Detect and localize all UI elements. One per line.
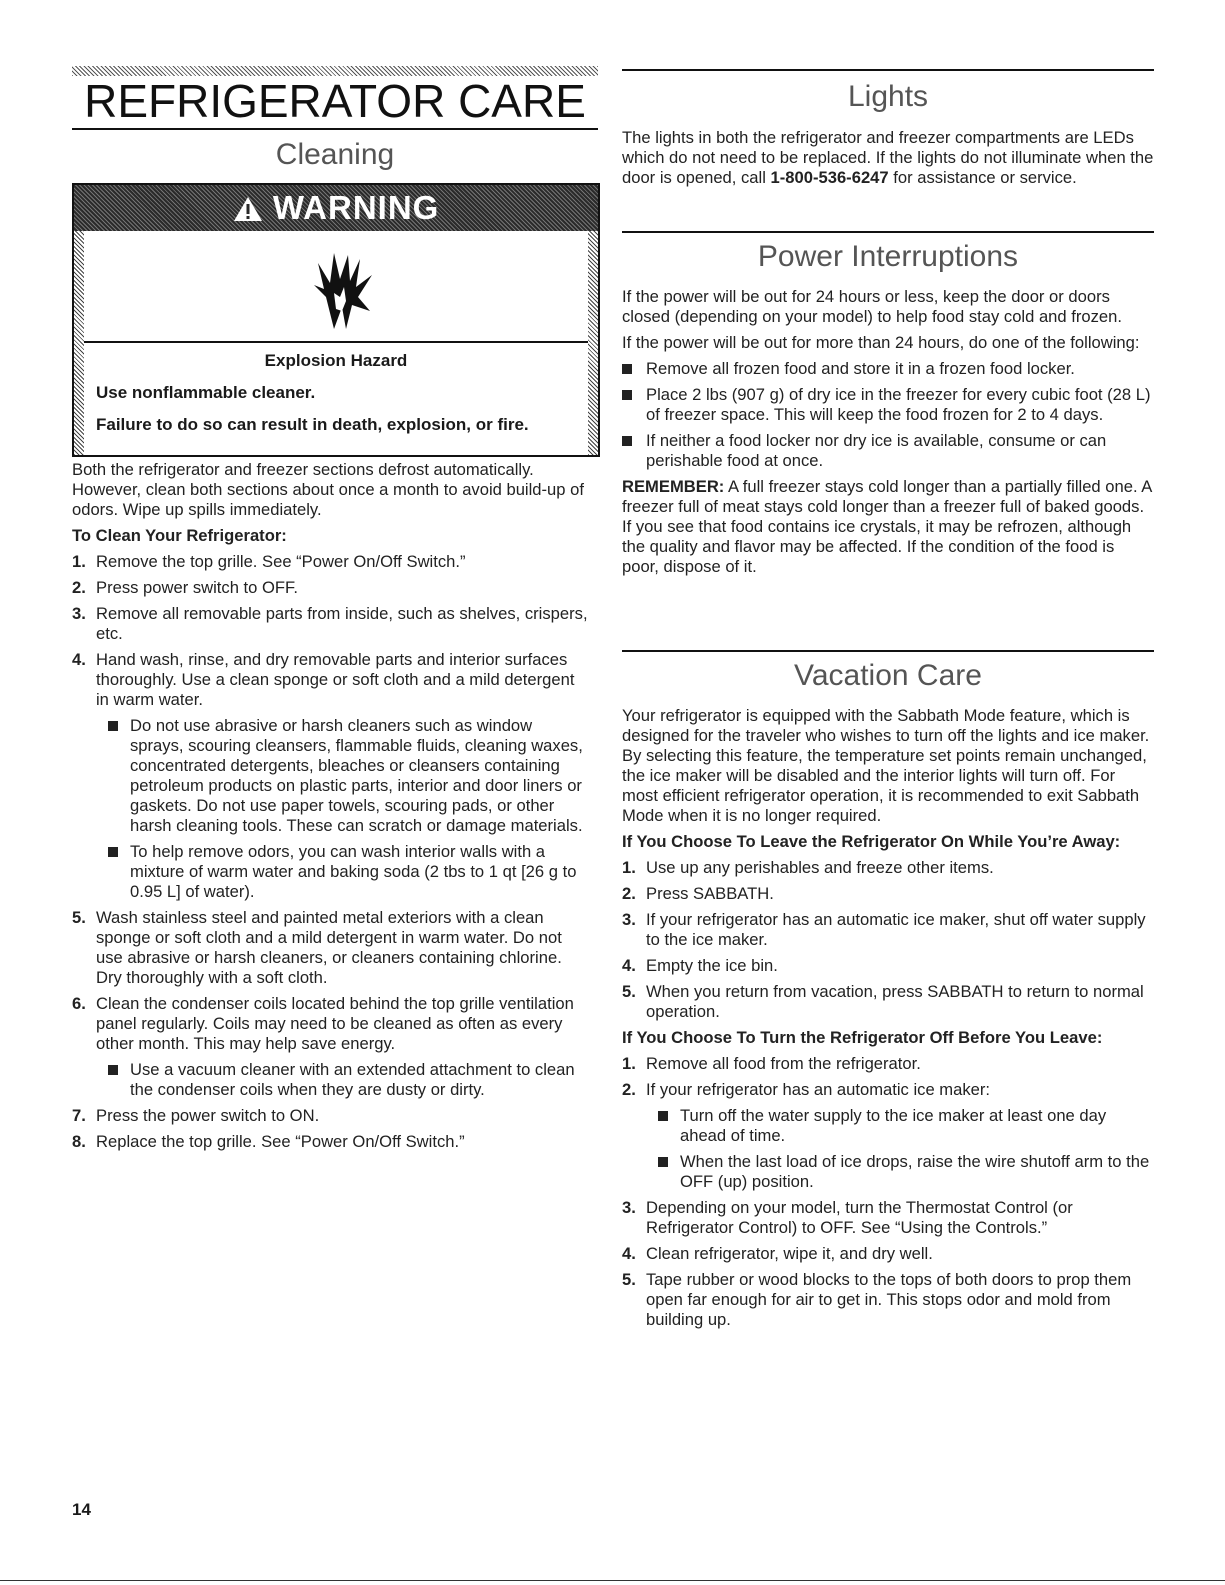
cleaning-body: [72, 460, 588, 1158]
power-p2: If the power will be out for more than 24 hours, do one of the following:: [622, 333, 1140, 352]
bullet-item: Place 2 lbs (907 g) of dry ice in the freezer for every cubic foot (28 L) of freezer space. This will keep the food frozen for 2 to 4 days.: [622, 385, 1154, 425]
power-divider: [622, 231, 1154, 233]
warning-header: [74, 185, 598, 231]
bullet-item: Do not use abrasive or harsh cleaners such as window sprays, scouring cleansers, flammable fluids, cleaning waxes, concentrated detergents, bleaches or cleansers containing petroleum products on plastic parts, interior and door liners or gaskets. Do not use paper towels, scouring pads, or other harsh cleaning tools. These can scratch or damage materials.: [96, 716, 588, 836]
power-body: [622, 287, 1154, 583]
power-bullets: [622, 359, 1154, 471]
list-item: 5. When you return from vacation, press SABBATH to return to normal operation.: [622, 982, 1144, 1021]
vacation-divider: [622, 650, 1154, 652]
list-item: 2. Press power switch to OFF.: [72, 578, 298, 597]
bullet-item: Remove all frozen food and store it in a frozen food locker.: [622, 359, 1154, 379]
page-title: REFRIGERATOR CARE: [84, 75, 586, 127]
warning-line2: Failure to do so can result in death, explosion, or fire.: [96, 415, 529, 434]
vacation-on-heading: If You Choose To Leave the Refrigerator On While You’re Away:: [622, 832, 1121, 851]
bullet-item: When the last load of ice drops, raise the wire shutoff arm to the OFF (up) position.: [646, 1152, 1154, 1192]
step6-bullets: [96, 1060, 588, 1100]
list-item: 2. Press SABBATH.: [622, 884, 774, 903]
list-item: 4. Hand wash, rinse, and dry removable parts and interior surfaces thoroughly. Use a clean sponge or soft cloth and a mild detergent in warm water. Do not use abrasive or harsh cleaners such as window sprays, scouring cleansers, flammable fluids, cleaning waxes, concentrated detergents, bleaches or cleansers containing petroleum products on plastic parts, interior and door liners or gaskets. Do not use paper towels, scouring pads, or other harsh cleaning tools. These can scratch or damage materials. To help remove odors, you can wash interior walls with a mixture of warm water and baking soda (2 tbs to 1 qt [26 g to 0.95 L] of water).: [72, 650, 588, 902]
warning-hazard: Explosion Hazard: [264, 351, 408, 370]
cleaning-steps: [72, 552, 588, 1152]
power-p1: If the power will be out for 24 hours or less, keep the door or doors closed (depending on your model) to help food stay cold and frozen.: [622, 287, 1122, 326]
square-bullet-icon: [108, 1065, 118, 1075]
warning-hatch-left: [74, 231, 84, 455]
square-bullet-icon: [658, 1157, 668, 1167]
vacation-intro: Your refrigerator is equipped with the Sabbath Mode feature, which is designed for the traveler who wishes to turn off the lights and ice maker. By selecting this feature, the temperature set points remain unchanged, the ice maker will be disabled and the interior lights will turn off. For most efficient refrigerator operation, it is recommended to exit Sabbath Mode when it is no longer required.: [622, 706, 1150, 825]
warning-line1: Use nonflammable cleaner.: [96, 383, 316, 402]
list-item: 5. Tape rubber or wood blocks to the tops of both doors to prop them open far enough for air to get in. This stops odor and mold from building up.: [622, 1270, 1132, 1329]
bullet-item: To help remove odors, you can wash interior walls with a mixture of warm water and baking soda (2 tbs to 1 qt [26 g to 0.95 L] of water).: [96, 842, 588, 902]
support-phone: 1-800-536-6247: [770, 168, 889, 187]
list-item: 8. Replace the top grille. See “Power On/Off Switch.”: [72, 1132, 465, 1151]
square-bullet-icon: [622, 390, 632, 400]
cleaning-heading: Cleaning: [275, 138, 395, 171]
vacation-off-steps: [622, 1054, 1154, 1330]
square-bullet-icon: [622, 364, 632, 374]
vacation-heading: Vacation Care: [794, 659, 982, 692]
list-item: 3. Depending on your model, turn the Thermostat Control (or Refrigerator Control) to OFF. See “Using the Controls.”: [622, 1198, 1073, 1237]
list-item: 2. If your refrigerator has an automatic ice maker: Turn off the water supply to the ice maker at least one day ahead of time. When the last load of ice drops, raise the wire shutoff arm to the OFF (up) position.: [622, 1080, 1154, 1192]
square-bullet-icon: [108, 847, 118, 857]
vacation-off-heading: If You Choose To Turn the Refrigerator Off Before You Leave:: [622, 1028, 1103, 1047]
list-item: 1. Remove the top grille. See “Power On/Off Switch.”: [72, 552, 466, 571]
title-divider: [72, 128, 598, 130]
warning-triangle-icon: [233, 189, 273, 226]
warning-box: [72, 183, 600, 457]
list-item: 7. Press the power switch to ON.: [72, 1106, 320, 1125]
bullet-item: If neither a food locker nor dry ice is available, consume or can perishable food at once.: [622, 431, 1154, 471]
square-bullet-icon: [108, 721, 118, 731]
square-bullet-icon: [658, 1111, 668, 1121]
bullet-item: Use a vacuum cleaner with an extended attachment to clean the condenser coils when they are dusty or dirty.: [96, 1060, 588, 1100]
lights-divider: [622, 69, 1154, 71]
bullet-item: Turn off the water supply to the ice maker at least one day ahead of time.: [646, 1106, 1154, 1146]
page-number: 14: [72, 1500, 91, 1519]
cleaning-intro: Both the refrigerator and freezer sections defrost automatically. However, clean both sections about once a month to avoid build-up of odors. Wipe up spills immediately.: [72, 460, 584, 519]
vacation-body: [622, 706, 1154, 1336]
step4-bullets: [96, 716, 588, 902]
warning-icon-area: [84, 231, 588, 343]
explosion-icon: [296, 245, 386, 335]
warning-hatch-right: [588, 231, 598, 455]
list-item: 5. Wash stainless steel and painted metal exteriors with a clean sponge or soft cloth and a mild detergent in warm water. Do not use abrasive or harsh cleaners, or cleaners containing chlorine. Dry thoroughly with a soft cloth.: [72, 908, 562, 987]
list-item: 6. Clean the condenser coils located behind the top grille ventilation panel regularly. Coils may need to be cleaned as often as every other month. This may help save energy. Use a vacuum cleaner with an extended attachment to clean the condenser coils when they are dusty or dirty.: [72, 994, 588, 1100]
list-item: 4. Clean refrigerator, wipe it, and dry well.: [622, 1244, 933, 1263]
cleaning-subheading: To Clean Your Refrigerator:: [72, 526, 287, 545]
vacation-on-steps: [622, 858, 1154, 1022]
bottom-edge-rule: [0, 1580, 1225, 1581]
lights-text: The lights in both the refrigerator and freezer compartments are LEDs which do not need to be replaced. If the lights do not illuminate when the door is opened, call 1-800-536-6247 for assistance or service.: [622, 128, 1154, 187]
list-item: 1. Use up any perishables and freeze other items.: [622, 858, 994, 877]
list-item: 1. Remove all food from the refrigerator.: [622, 1054, 921, 1073]
power-heading: Power Interruptions: [757, 240, 1019, 273]
list-item: 4. Empty the ice bin.: [622, 956, 778, 975]
list-item: 3. If your refrigerator has an automatic ice maker, shut off water supply to the ice maker.: [622, 910, 1146, 949]
warning-header-label: WARNING: [272, 189, 440, 226]
lights-body: [622, 128, 1154, 194]
lights-heading: Lights: [847, 80, 929, 113]
off-step2-bullets: [646, 1106, 1154, 1192]
list-item: 3. Remove all removable parts from inside, such as shelves, crispers, etc.: [72, 604, 588, 643]
square-bullet-icon: [622, 436, 632, 446]
power-remember: REMEMBER: A full freezer stays cold longer than a partially filled one. A freezer full of meat stays cold longer than a freezer full of baked goods. If you see that food contains ice crystals, it may be refrozen, although the quality and flavor may be affected. If the condition of the food is poor, dispose of it.: [622, 477, 1152, 576]
